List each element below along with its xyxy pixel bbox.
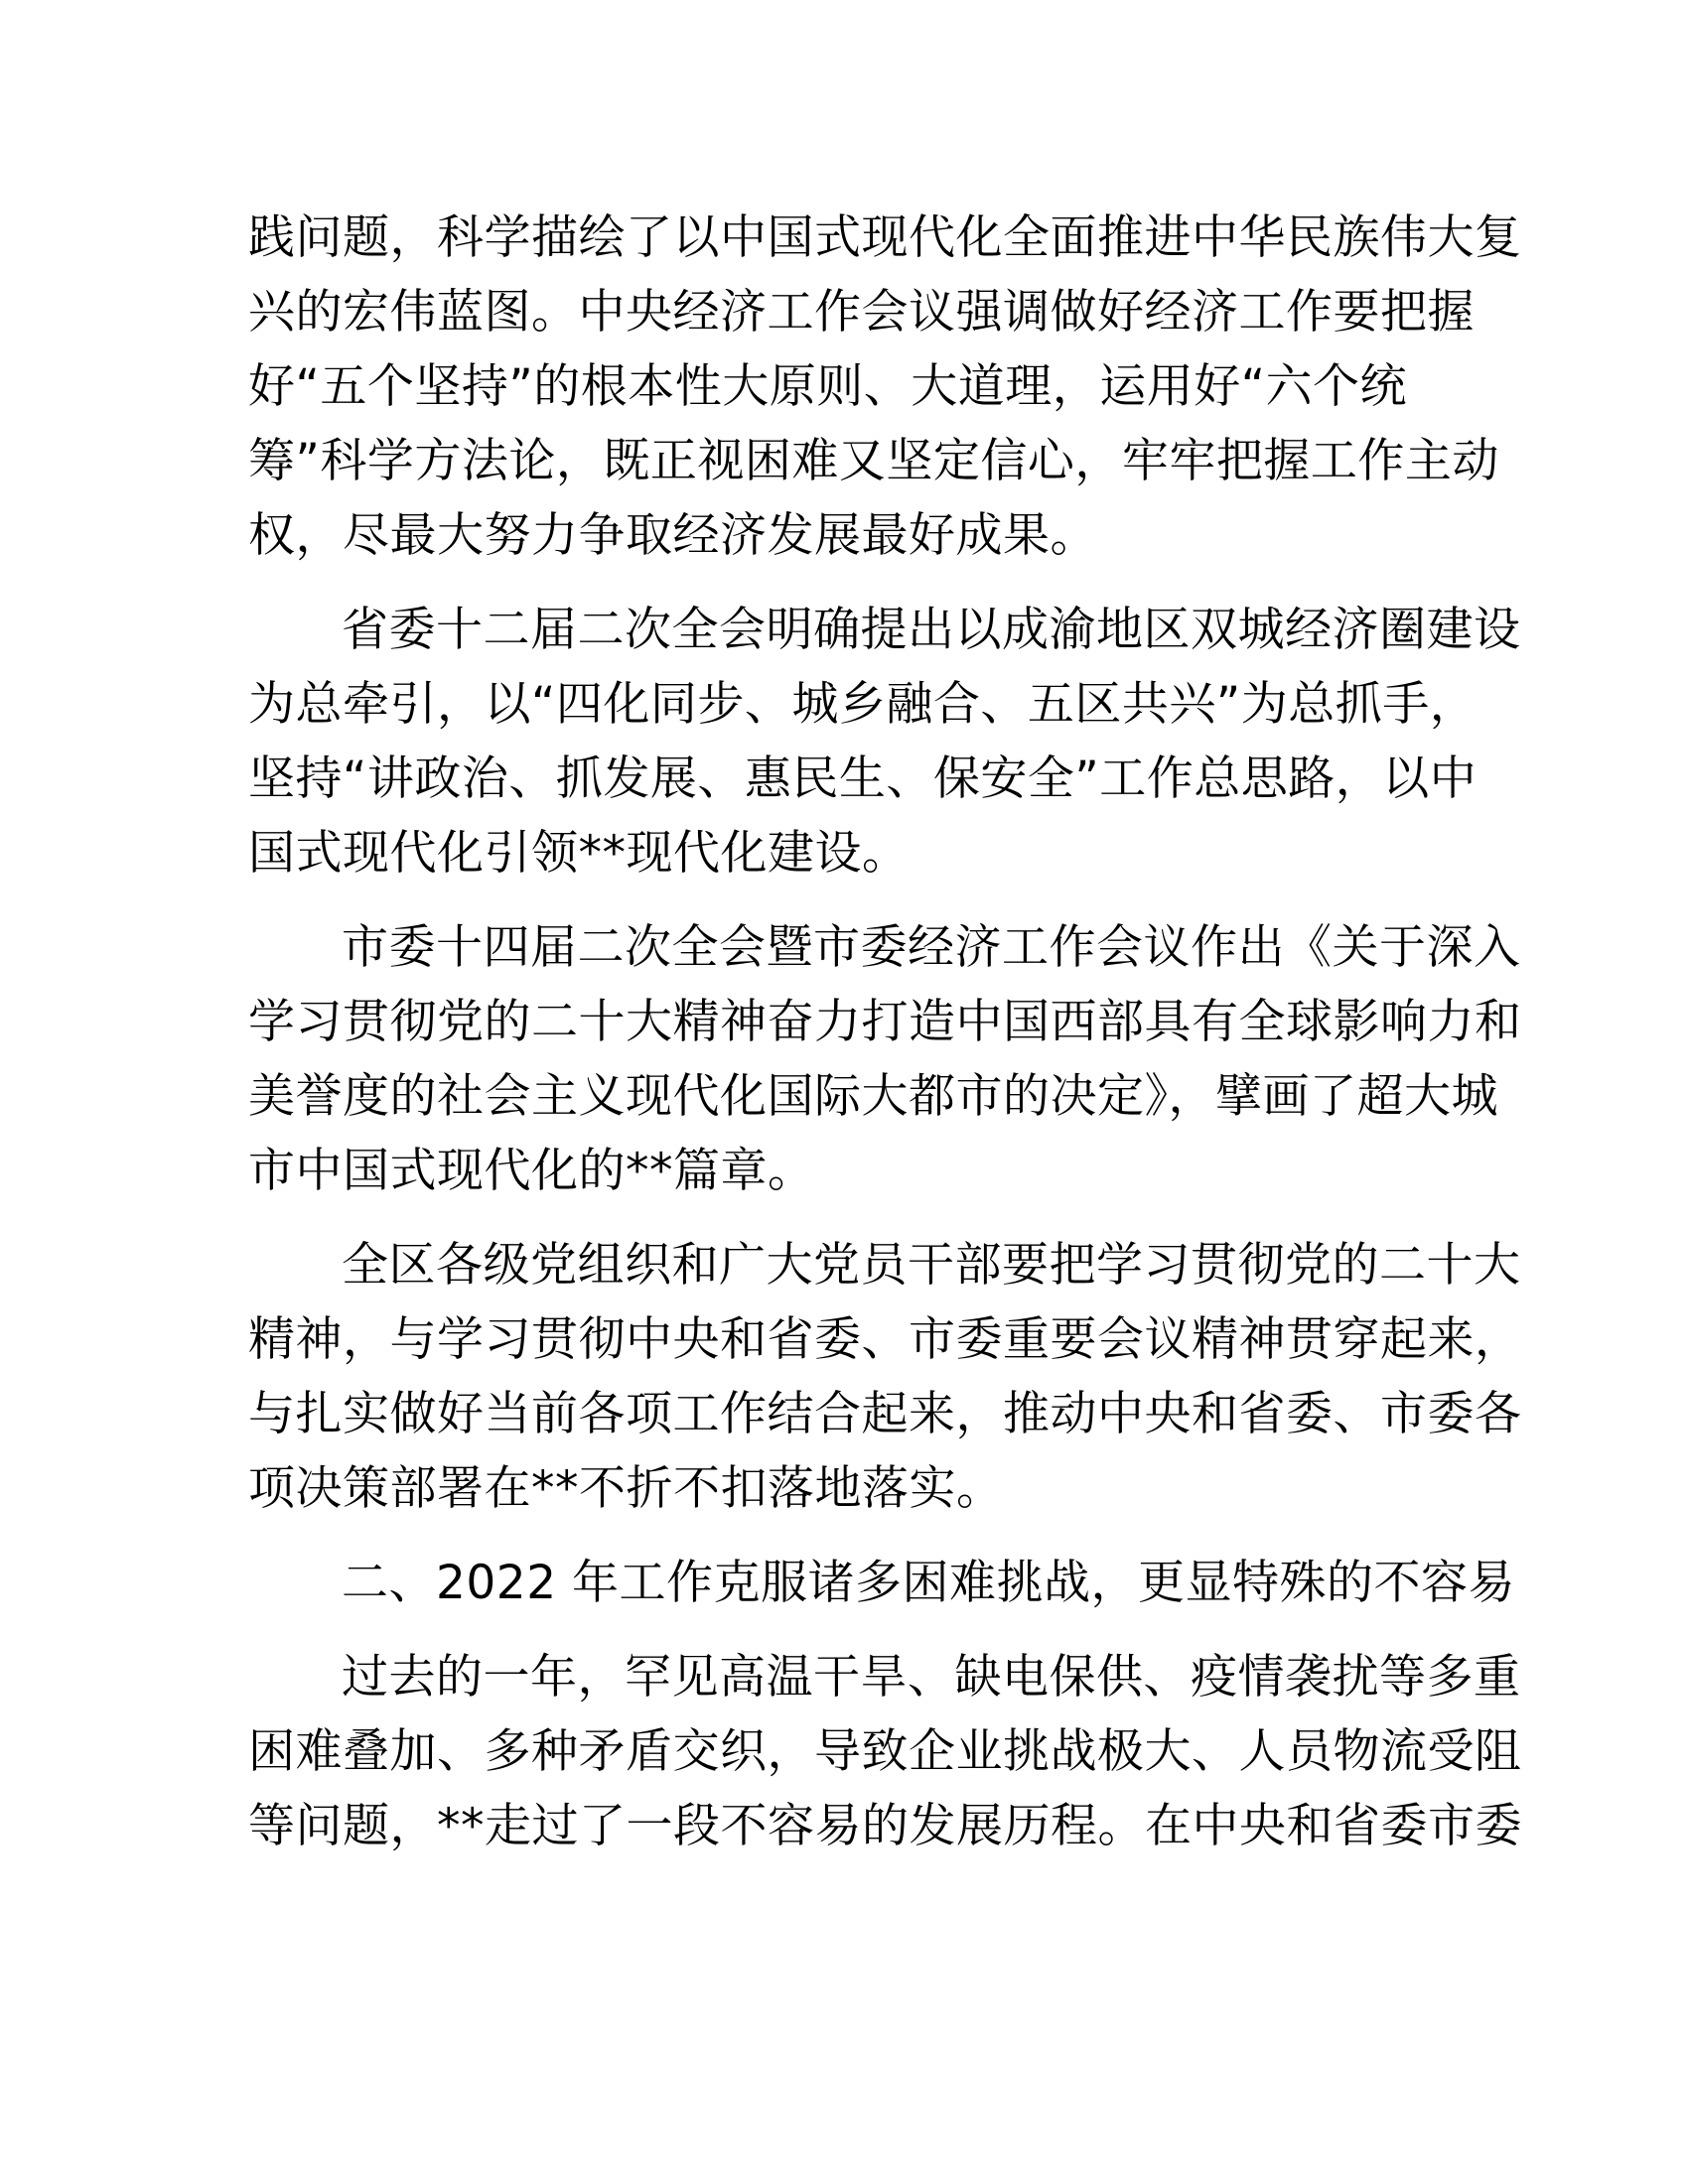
paragraph-4 bbox=[248, 1228, 1522, 1526]
text-line: 兴的宏伟蓝图。中央经济工作会议强调做好经济工作要把握 bbox=[248, 285, 1475, 340]
text-line: 国式现代化引领**现代化建设。 bbox=[248, 826, 910, 881]
text-line: 省委十二届二次全会明确提出以成渝地区双城经济圈建设 bbox=[342, 603, 1521, 657]
text-line: 精神，与学习贯彻中央和省委、市委重要会议精神贯穿起来， bbox=[248, 1312, 1522, 1367]
text-line: 筹”科学方法论，既正视困难又坚定信心，牢牢把握工作主动 bbox=[248, 434, 1499, 488]
text-line: 等问题，**走过了一段不容易的发展历程。在中央和省委市委 bbox=[248, 1799, 1522, 1853]
paragraph-3 bbox=[248, 910, 1522, 1208]
text-line: 为总牵引，以“四化同步、城乡融合、五区共兴”为总抓手， bbox=[248, 677, 1477, 732]
text-line: 好“五个坚持”的根本性大原则、大道理，运用好“六个统 bbox=[248, 359, 1408, 414]
text-line: 践问题，科学描绘了以中国式现代化全面推进中华民族伟大复 bbox=[248, 210, 1522, 265]
text-line: 项决策部署在**不折不扣落地落实。 bbox=[248, 1461, 1004, 1516]
text-line: 过去的一年，罕见高温干旱、缺电保供、疫情袭扰等多重 bbox=[342, 1650, 1521, 1705]
section-heading bbox=[248, 1546, 1516, 1620]
text-line: 与扎实做好当前各项工作结合起来，推动中央和省委、市委各 bbox=[248, 1387, 1522, 1441]
text-line: 学习贯彻党的二十大精神奋力打造中国西部具有全球影响力和 bbox=[248, 995, 1522, 1049]
text-line: 全区各级党组织和广大党员干部要把学习贯彻党的二十大 bbox=[342, 1238, 1521, 1293]
document-page bbox=[248, 201, 1522, 1883]
text-line: 市中国式现代化的**篇章。 bbox=[248, 1144, 815, 1198]
paragraph-1 bbox=[248, 201, 1522, 573]
text-line: 坚持“讲政治、抓发展、惠民生、保安全”工作总思路，以中 bbox=[248, 751, 1477, 806]
paragraph-5 bbox=[248, 1640, 1522, 1863]
heading-text: 二、2022 年工作克服诸多困难挑战，更显特殊的不容易 bbox=[342, 1556, 1516, 1610]
text-line: 权，尽最大努力争取经济发展最好成果。 bbox=[248, 508, 1097, 563]
paragraph-2 bbox=[248, 593, 1521, 890]
text-line: 市委十四届二次全会暨市委经济工作会议作出《关于深入 bbox=[342, 920, 1521, 975]
text-line: 美誉度的社会主义现代化国际大都市的决定》，擘画了超大城 bbox=[248, 1069, 1498, 1124]
text-line: 困难叠加、多种矛盾交织，导致企业挑战极大、人员物流受阻 bbox=[248, 1724, 1522, 1779]
